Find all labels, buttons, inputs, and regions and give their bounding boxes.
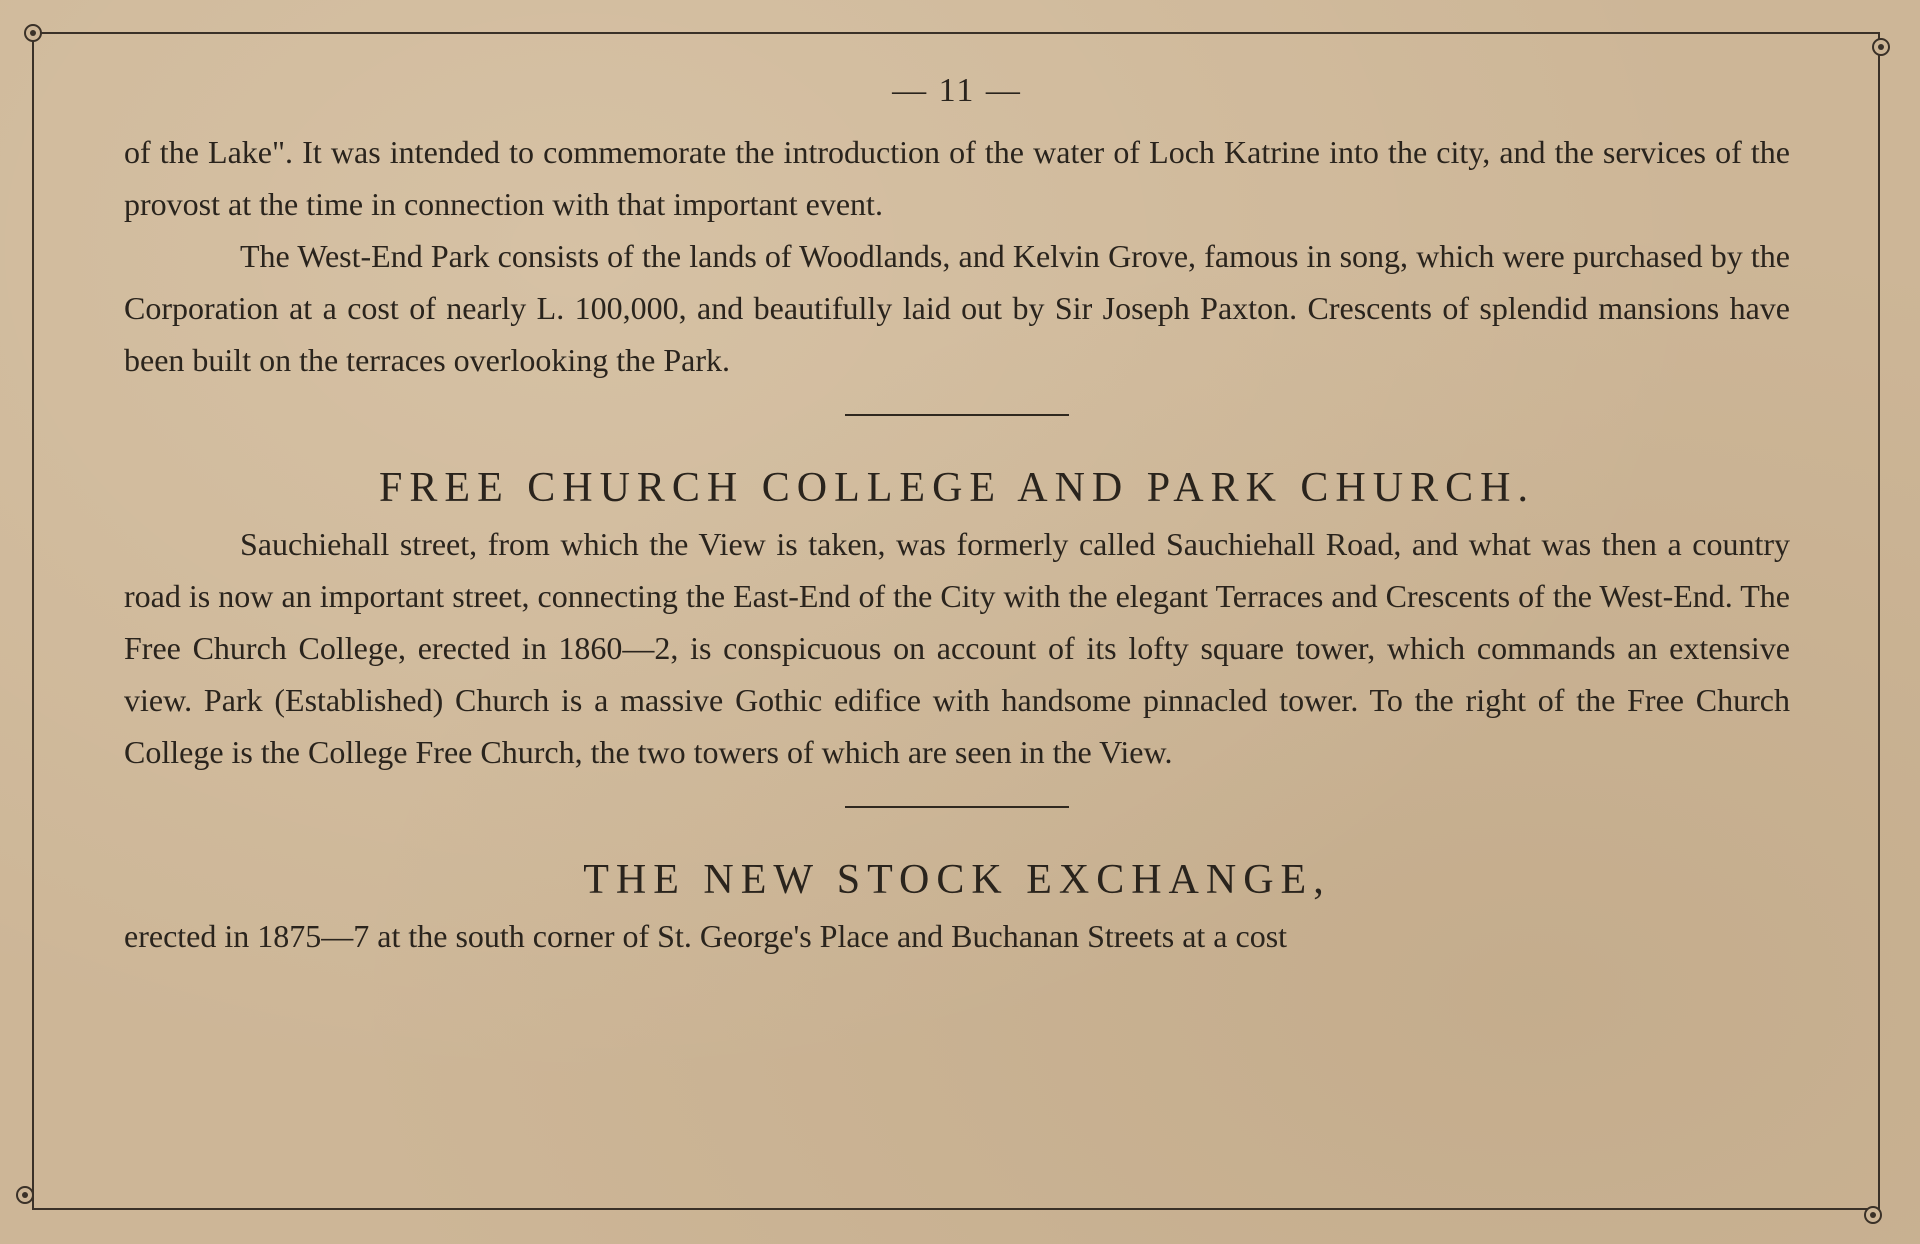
section-divider [845, 414, 1069, 416]
page-content [124, 70, 1790, 962]
section-divider [845, 806, 1069, 808]
intro-paragraph-2: The West-End Park consists of the lands of Woodlands, and Kelvin Grove, famous in song, which were purchased by the Corporation at a cost of nearly L. 100,000, and beautifully laid out by Sir Joseph Paxton. Crescents of splendid mansions have been built on the terraces overlooking the Park. [124, 238, 1790, 378]
page-number: — 11 — [892, 72, 1022, 109]
intro-paragraph-1: of the Lake". It was intended to commemorate the introduction of the water of Loch Katrine into the city, and the services of the provost at the time in connection with that important event. [124, 134, 1790, 222]
corner-ornament-top-right [1872, 38, 1890, 56]
corner-ornament-top-left [24, 24, 42, 42]
corner-ornament-bottom-right [1864, 1206, 1882, 1224]
free-church-heading: FREE CHURCH COLLEGE AND PARK CHURCH. [379, 465, 1535, 511]
corner-ornament-bottom-left [16, 1186, 34, 1204]
stock-exchange-heading: THE NEW STOCK EXCHANGE, [583, 857, 1331, 903]
free-church-paragraph: Sauchiehall street, from which the View is taken, was formerly called Sauchiehall Road, and what was then a country road is now an important street, connecting the East-End of the City with the elegant Terraces and Crescents of the West-End. The Free Church College, erected in 1860—2, is conspicuous on account of its lofty square tower, which commands an extensive view. Park (Established) Church is a massive Gothic edifice with handsome pinnacled tower. To the right of the Free Church College is the College Free Church, the two towers of which are seen in the View. [124, 526, 1790, 770]
stock-exchange-paragraph: erected in 1875—7 at the south corner of St. George's Place and Buchanan Streets at a cost [124, 918, 1288, 954]
